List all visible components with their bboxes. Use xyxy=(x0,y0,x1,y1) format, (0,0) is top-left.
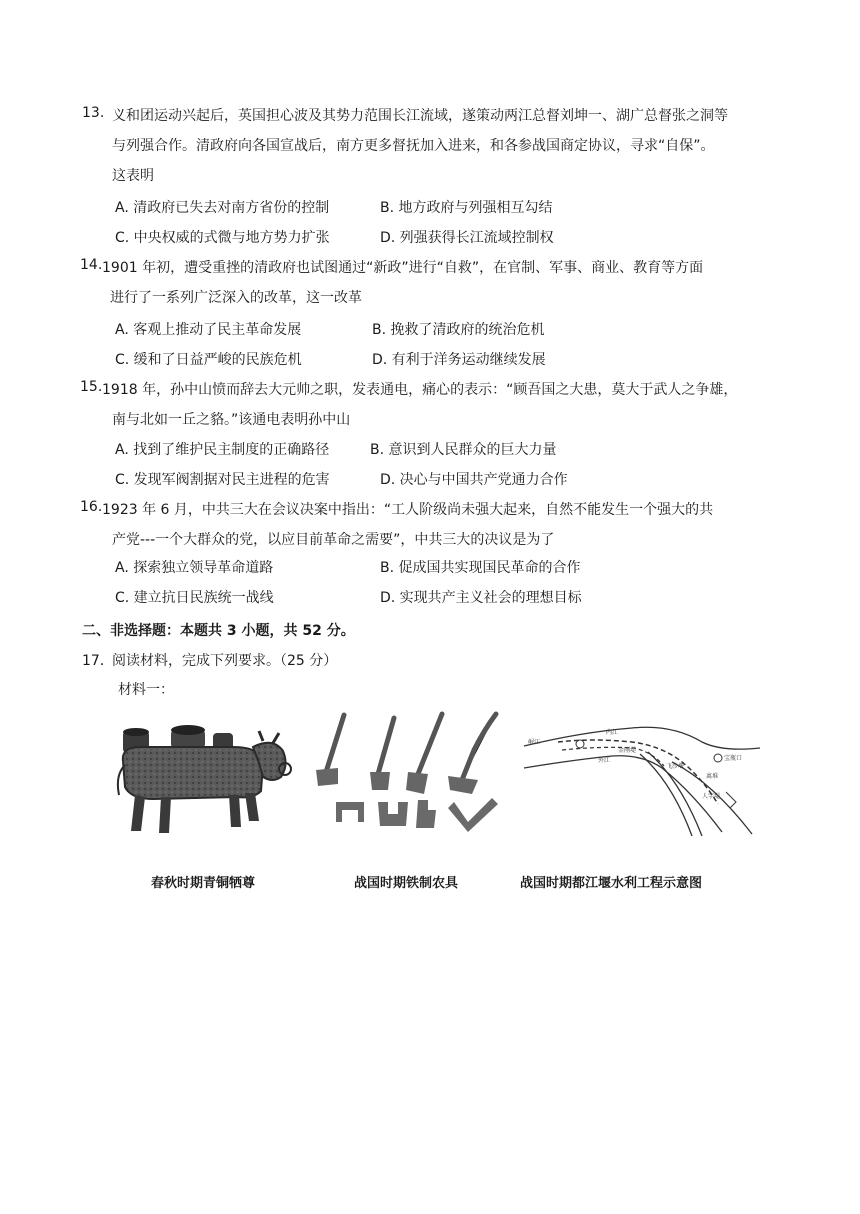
map-label-channel: 离堆 xyxy=(706,773,719,780)
map-label-gate: 宝瓶口 xyxy=(724,755,743,762)
q14-option-d: D. 有利于洋务运动继续发展 xyxy=(372,352,546,368)
map-label-inner: 内江 xyxy=(606,729,619,736)
q16-option-a: A. 探索独立领导革命道路 xyxy=(115,560,274,576)
q16-option-d: D. 实现共产主义社会的理想目标 xyxy=(380,590,582,606)
q15-option-a: A. 找到了维护民主制度的正确路径 xyxy=(115,442,330,458)
q13-option-a: A. 清政府已失去对南方省份的控制 xyxy=(115,200,330,216)
q14-option-c: C. 缓和了日益严峻的民族危机 xyxy=(115,352,302,368)
q13-line2: 与列强合作。清政府向各国宣战后，南方更多督抚加入进来，和各参战国商定协议，寻求“自保”。 xyxy=(112,138,715,154)
q16-line2: 产党---一个大群众的党，以应目前革命之需要”，中共三大的决议是为了 xyxy=(112,532,555,548)
iron-farm-tools-image xyxy=(314,710,504,835)
bronze-ox-vessel-image xyxy=(113,703,298,843)
map-label-small: 人字堤 xyxy=(702,793,721,800)
q13-number: 13. xyxy=(82,105,105,121)
q13-line1: 义和团运动兴起后，英国担心波及其势力范围长江流域，遂策动两江总督刘坤一、湖广总督张之洞等 xyxy=(112,108,728,124)
map-label-outer: 外江 xyxy=(598,757,611,764)
q13-option-c: C. 中央权威的式微与地方势力扩张 xyxy=(115,230,330,246)
q15-option-c: C. 发现军阀割据对民主进程的危害 xyxy=(115,472,330,488)
map-label-minjiang: 岷江 xyxy=(528,739,541,746)
q13-option-b: B. 地方政府与列强相互勾结 xyxy=(380,200,553,216)
q15-option-b: B. 意识到人民群众的巨大力量 xyxy=(370,442,557,458)
section2-heading: 二、非选择题：本题共 3 小题，共 52 分。 xyxy=(82,623,355,639)
q13-line3: 这表明 xyxy=(112,168,154,184)
q13-option-d: D. 列强获得长江流域控制权 xyxy=(380,230,554,246)
q16-option-b: B. 促成国共实现国民革命的合作 xyxy=(380,560,581,576)
q14-line1: 1901 年初，遭受重挫的清政府也试图通过“新政”进行“自救”，在官制、军事、商业、教育等方面 xyxy=(102,260,704,276)
q15-number: 15. xyxy=(80,379,103,395)
q16-option-c: C. 建立抗日民族统一战线 xyxy=(115,590,274,606)
q15-option-d: D. 决心与中国共产党通力合作 xyxy=(380,472,568,488)
q15-line2: 南与北如一丘之貉。”该通电表明孙中山 xyxy=(112,412,351,428)
fig3-caption: 战国时期都江堰水利工程示意图 xyxy=(520,876,703,891)
q14-option-b: B. 挽救了清政府的统治危机 xyxy=(372,322,545,338)
dujiangyan-map-image xyxy=(522,712,762,840)
q17-number: 17． xyxy=(82,653,114,669)
material-label: 材料一： xyxy=(118,682,174,698)
q14-number: 14. xyxy=(80,257,103,273)
q17-prompt: 阅读材料，完成下列要求。（25 分） xyxy=(112,653,338,669)
fig1-caption: 春秋时期青铜牺尊 xyxy=(151,876,256,891)
q15-line1: 1918 年，孙中山愤而辞去大元帅之职，发表通电，痛心的表示：“顾吾国之大患，莫大于武人之争雄， xyxy=(102,382,738,398)
q14-line2: 进行了一系列广泛深入的改革，这一改革 xyxy=(110,290,362,306)
map-label-weir: 金刚堤 xyxy=(618,747,637,754)
q14-option-a: A. 客观上推动了民主革命发展 xyxy=(115,322,302,338)
map-label-pit: 飞沙堰 xyxy=(666,763,685,770)
fig2-caption: 战国时期铁制农具 xyxy=(354,876,459,891)
q16-number: 16. xyxy=(80,499,103,515)
q16-line1: 1923 年 6 月，中共三大在会议决案中指出：“工人阶级尚未强大起来，自然不能发生一个强大的共 xyxy=(102,502,714,518)
